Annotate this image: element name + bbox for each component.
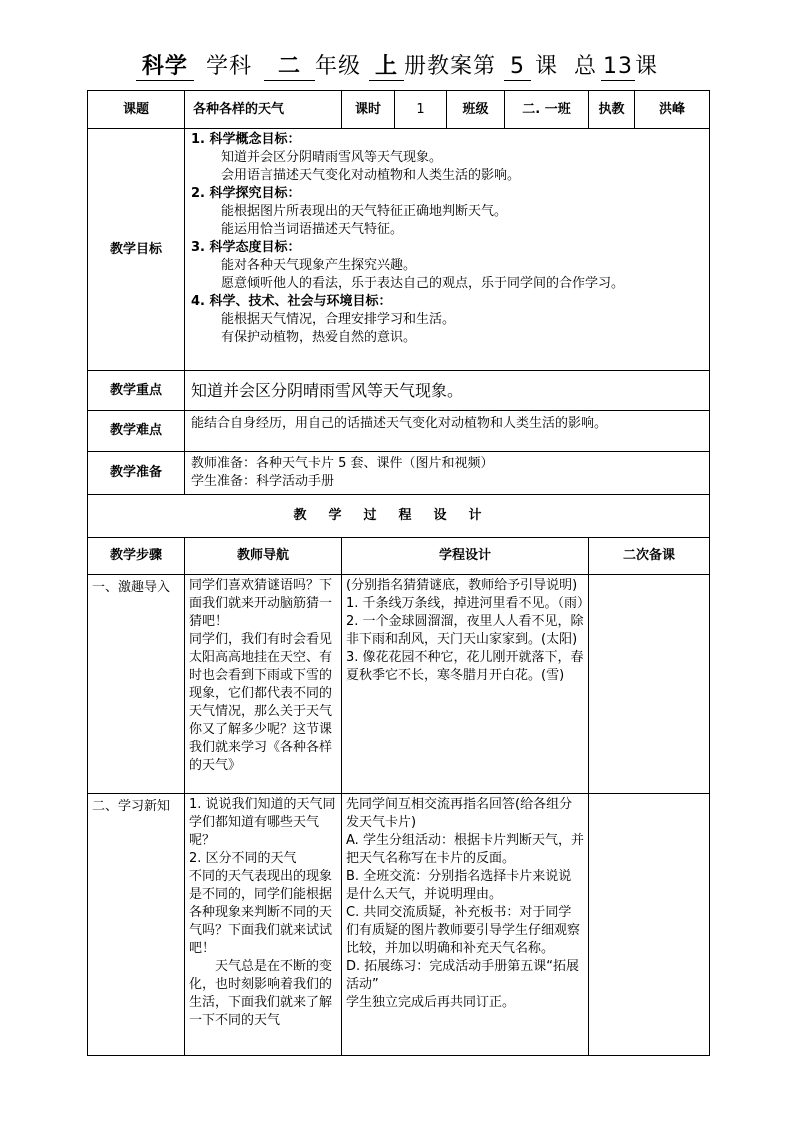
title-total-suffix: 课 (635, 54, 659, 79)
period-label: 课时 (342, 91, 395, 129)
goals-label: 教学目标 (88, 129, 185, 371)
process-row (88, 794, 710, 1056)
col-second: 二次备课 (589, 538, 710, 575)
key-point-row (88, 371, 710, 411)
learning-design (342, 575, 589, 794)
class-value: 二. 一班 (505, 91, 589, 129)
col-step: 教学步骤 (88, 538, 185, 575)
second-prep (589, 794, 710, 1056)
teacher-guide-para: 1. 说说我们知道的天气同学们都知道有哪些天气呢？ (189, 797, 336, 848)
teacher-guide-para: 同学们，我们有时会看见太阳高高地挂在天空、有时也会看到下雨或下雪的现象，它们都代表不同的天气情况，那么关于天气你又了解多少呢？这节课我们就来学习《各种各样的天气》 (189, 632, 333, 773)
key-point-label: 教学重点 (88, 371, 185, 411)
title-grade: 二 (264, 54, 315, 81)
step-label: 一、激趣导入 (88, 575, 185, 794)
title-total-no: 13 (603, 54, 634, 79)
teacher-guide-para: 天气总是在不断的变化，也时刻影响着我们的生活，下面我们就来了解一下不同的天气 (189, 959, 333, 1028)
teacher-label: 执教 (589, 91, 635, 129)
goal-heading: 1. 科学概念目标： (191, 132, 301, 147)
difficulty-label: 教学难点 (88, 411, 185, 452)
col-design: 学程设计 (342, 538, 589, 575)
title-grade-suffix: 年级 (314, 54, 361, 79)
col-teacher: 教师导航 (185, 538, 342, 575)
step-label: 二、学习新知 (88, 794, 185, 1056)
process-title-row (88, 495, 710, 538)
process-title: 教学过程设计 (88, 495, 710, 538)
header-row (88, 91, 710, 129)
class-label: 班级 (447, 91, 505, 129)
preparation-content (185, 452, 710, 495)
second-prep (589, 575, 710, 794)
teacher-guide-para: 同学们喜欢猜谜语吗？下面我们就来开动脑筋猜一猜吧！ (189, 578, 333, 629)
design-para: 先同学间互相交流再指名回答(给各组分发天气卡片) (346, 797, 573, 830)
topic-label: 课题 (88, 91, 185, 129)
preparation-label: 教学准备 (88, 452, 185, 495)
difficulty-value: 能结合自身经历，用自己的话描述天气变化对动植物和人类生活的影响。 (185, 411, 710, 452)
teacher-guide (185, 575, 342, 794)
design-para: 1. 千条线万条线，掉进河里看不见。（雨） (346, 596, 591, 611)
design-para: 2. 一个金球圆溜溜，夜里人人看不见，除非下雨和刮风，天门天山家家到。(太阳) (346, 614, 584, 647)
goal-heading: 2. 科学探究目标： (191, 186, 301, 201)
key-point-value: 知道并会区分阴晴雨雪风等天气现象。 (185, 371, 710, 411)
title-subject-suffix: 学科 (205, 54, 252, 79)
goal-line: 能根据天气情况，合理安排学习和生活。 (221, 312, 456, 327)
goal-line: 知道并会区分阴晴雨雪风等天气现象。 (221, 150, 443, 165)
preparation-student: 学生准备：科学活动手册 (191, 474, 335, 489)
goal-line: 会用语言描述天气变化对动植物和人类生活的影响。 (221, 168, 521, 183)
goal-line: 愿意倾听他人的看法，乐于表达自己的观点，乐于同学间的合作学习。 (221, 276, 625, 291)
difficulty-row (88, 411, 710, 452)
process-row (88, 575, 710, 794)
goal-line: 能根据图片所表现出的天气特征正确地判断天气。 (221, 204, 508, 219)
page-title (0, 52, 794, 82)
goal-heading: 3. 科学态度目标： (191, 240, 301, 255)
preparation-row (88, 452, 710, 495)
design-para: 学生独立完成后再共同订正。 (346, 995, 516, 1010)
goal-line: 有保护动植物，热爱自然的意识。 (221, 330, 417, 345)
period-value: 1 (395, 91, 447, 129)
title-total-prefix: 总 (574, 54, 598, 79)
title-lesson-suffix: 课 (535, 54, 559, 79)
learning-design (342, 794, 589, 1056)
topic-value: 各种各样的天气 (185, 91, 342, 129)
title-term-suffix: 册教案第 (404, 54, 497, 79)
goal-line: 能运用恰当词语描述天气特征。 (221, 222, 404, 237)
lesson-plan-table (87, 90, 710, 1056)
design-para: B. 全班交流：分别指名选择卡片来说说是什么天气，并说明理由。 (346, 869, 572, 902)
goal-heading: 4. 科学、技术、社会与环境目标： (191, 294, 392, 309)
title-subject: 科学 (136, 54, 194, 81)
teacher-guide (185, 794, 342, 1056)
goals-content (185, 129, 710, 371)
design-para: C. 共同交流质疑，补充板书：对于同学们有质疑的图片教师要引导学生仔细观察比较，并加以明确和补充天气名称。 (346, 905, 581, 956)
design-para: D. 拓展练习：完成活动手册第五课“拓展活动” (346, 959, 580, 992)
process-header-row (88, 538, 710, 575)
design-para: (分别指名猜猜谜底，教师给予引导说明) (346, 578, 578, 593)
design-para: 3. 像花花园不种它，花儿刚开就落下，春夏秋季它不长，寒冬腊月开白花。(雪) (346, 650, 584, 683)
teacher-guide-para: 不同的天气表现出的现象是不同的，同学们能根据各种现象来判断不同的天气吗？下面我们就来试试吧！ (189, 869, 333, 956)
teacher-guide-para: 2. 区分不同的天气 (189, 851, 297, 866)
preparation-teacher: 教师准备：各种天气卡片 5 套、课件（图片和视频） (191, 456, 494, 471)
title-lesson-no: 5 (504, 54, 531, 81)
design-para: A. 学生分组活动：根据卡片判断天气，并把天气名称写在卡片的反面。 (346, 833, 584, 866)
goals-row (88, 129, 710, 371)
teacher-value: 洪峰 (635, 91, 710, 129)
goal-line: 能对各种天气现象产生探究兴趣。 (221, 258, 417, 273)
title-term: 上 (369, 54, 404, 81)
